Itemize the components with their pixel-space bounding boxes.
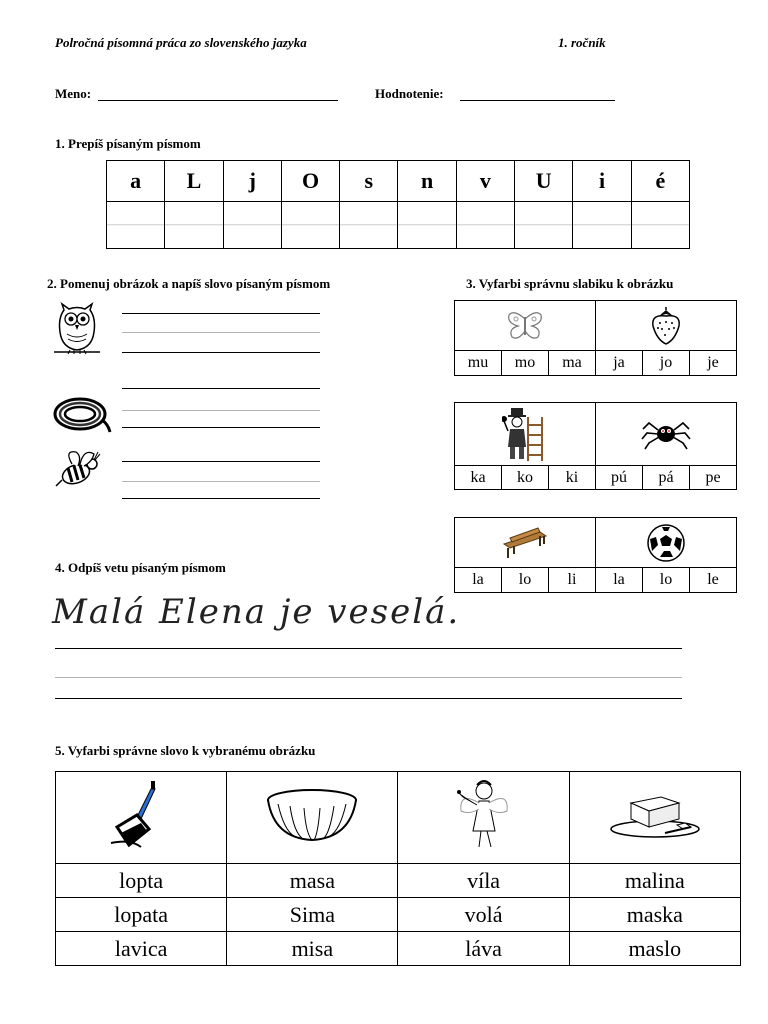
butter-icon bbox=[605, 785, 705, 845]
syllable-cell[interactable]: pe bbox=[689, 466, 736, 490]
bowl-icon bbox=[264, 780, 360, 850]
evaluation-field[interactable] bbox=[460, 100, 615, 101]
syllable-cell[interactable]: le bbox=[689, 568, 736, 592]
syllable-cell[interactable]: pú bbox=[595, 466, 642, 490]
owl-icon bbox=[52, 302, 102, 360]
writing-cell[interactable] bbox=[165, 202, 223, 249]
answer-line[interactable] bbox=[122, 352, 320, 353]
word-cell[interactable]: volá bbox=[398, 898, 569, 932]
word-row bbox=[56, 898, 741, 932]
answer-line[interactable] bbox=[55, 698, 682, 699]
bench-icon bbox=[500, 524, 550, 562]
writing-row bbox=[107, 202, 690, 249]
answer-line[interactable] bbox=[122, 427, 320, 428]
writing-cell[interactable] bbox=[515, 202, 573, 249]
syllable-cell[interactable]: lo bbox=[642, 568, 689, 592]
writing-cell[interactable] bbox=[631, 202, 689, 249]
letter-cell: s bbox=[340, 161, 398, 202]
answer-line[interactable] bbox=[122, 313, 320, 314]
letter-cell: U bbox=[515, 161, 573, 202]
writing-cell[interactable] bbox=[398, 202, 456, 249]
letter-cell: a bbox=[107, 161, 165, 202]
syllable-box bbox=[454, 517, 737, 593]
word-cell[interactable]: maslo bbox=[569, 932, 740, 966]
syllable-cell[interactable]: mu bbox=[467, 354, 489, 371]
word-cell[interactable]: lopta bbox=[56, 864, 227, 898]
letter-cell: é bbox=[631, 161, 689, 202]
cursive-sentence: Malá Elena je veselá. bbox=[52, 592, 461, 632]
picture-row bbox=[56, 772, 741, 864]
syllable-cell[interactable]: lo bbox=[501, 568, 548, 592]
letter-cell: i bbox=[573, 161, 631, 202]
syllable-box bbox=[454, 300, 737, 376]
word-cell[interactable]: Sima bbox=[227, 898, 398, 932]
letter-cell: L bbox=[165, 161, 223, 202]
word-cell[interactable]: masa bbox=[227, 864, 398, 898]
answer-line[interactable] bbox=[122, 388, 320, 389]
word-cell[interactable]: lavica bbox=[56, 932, 227, 966]
worksheet-title: Polročná písomná práca zo slovenského jazyka bbox=[55, 35, 307, 50]
syllable-cell[interactable]: ka bbox=[470, 469, 486, 486]
name-label: Meno: bbox=[55, 86, 92, 101]
syllable-cell[interactable]: mo bbox=[501, 351, 548, 375]
ball-icon bbox=[646, 523, 686, 563]
answer-line[interactable] bbox=[122, 498, 320, 499]
writing-cell[interactable] bbox=[340, 202, 398, 249]
guide-line bbox=[122, 410, 320, 411]
writing-cell[interactable] bbox=[573, 202, 631, 249]
guide-line bbox=[122, 481, 320, 482]
syllable-cell[interactable]: ko bbox=[501, 466, 548, 490]
syllable-cell[interactable]: ja bbox=[595, 351, 642, 375]
chimney-sweep-icon bbox=[502, 405, 548, 463]
syllable-cell[interactable]: pá bbox=[642, 466, 689, 490]
word-cell[interactable]: maska bbox=[569, 898, 740, 932]
writing-cell[interactable] bbox=[107, 202, 165, 249]
butterfly-icon bbox=[506, 309, 544, 343]
ex5-title: 5. Vyfarbi správne slovo k vybranému obrázku bbox=[55, 743, 316, 758]
letter-cell: n bbox=[398, 161, 456, 202]
guide-line bbox=[55, 677, 682, 678]
ex1-title: 1. Prepíš písaným písmom bbox=[55, 136, 201, 151]
answer-line[interactable] bbox=[122, 461, 320, 462]
word-row bbox=[56, 864, 741, 898]
strawberry-icon bbox=[649, 306, 683, 346]
evaluation-label: Hodnotenie: bbox=[375, 86, 444, 101]
word-table bbox=[55, 771, 741, 966]
syllable-cell[interactable]: ki bbox=[548, 466, 595, 490]
word-cell[interactable]: malina bbox=[569, 864, 740, 898]
syllable-cell[interactable]: ma bbox=[548, 351, 595, 375]
syllable-cell[interactable]: je bbox=[689, 351, 736, 375]
writing-cell[interactable] bbox=[456, 202, 514, 249]
letter-cell: v bbox=[456, 161, 514, 202]
writing-cell[interactable] bbox=[281, 202, 339, 249]
letters-table bbox=[106, 160, 690, 249]
fairy-icon bbox=[449, 775, 519, 855]
syllable-box bbox=[454, 402, 737, 490]
guide-line bbox=[122, 332, 320, 333]
bee-icon bbox=[54, 446, 106, 494]
spider-icon bbox=[641, 417, 691, 451]
syllable-cell[interactable]: jo bbox=[642, 351, 689, 375]
letter-cell: O bbox=[281, 161, 339, 202]
ex3-title: 3. Vyfarbi správnu slabiku k obrázku bbox=[466, 276, 674, 291]
answer-line[interactable] bbox=[55, 648, 682, 649]
syllable-cell[interactable]: li bbox=[548, 568, 595, 592]
letter-cell: j bbox=[223, 161, 281, 202]
word-cell[interactable]: láva bbox=[398, 932, 569, 966]
syllable-cell[interactable]: la bbox=[595, 568, 642, 592]
ex4-title: 4. Odpíš vetu písaným písmom bbox=[55, 560, 226, 575]
rope-icon bbox=[52, 394, 114, 434]
word-row bbox=[56, 932, 741, 966]
writing-cell[interactable] bbox=[223, 202, 281, 249]
letters-row bbox=[107, 161, 690, 202]
name-field[interactable] bbox=[98, 100, 338, 101]
word-cell[interactable]: víla bbox=[398, 864, 569, 898]
word-cell[interactable]: misa bbox=[227, 932, 398, 966]
shovel-icon bbox=[101, 775, 181, 855]
word-cell[interactable]: lopata bbox=[56, 898, 227, 932]
syllable-cell[interactable]: la bbox=[472, 571, 484, 588]
grade-level: 1. ročník bbox=[558, 35, 606, 50]
ex2-title: 2. Pomenuj obrázok a napíš slovo písaným písmom bbox=[47, 276, 331, 291]
